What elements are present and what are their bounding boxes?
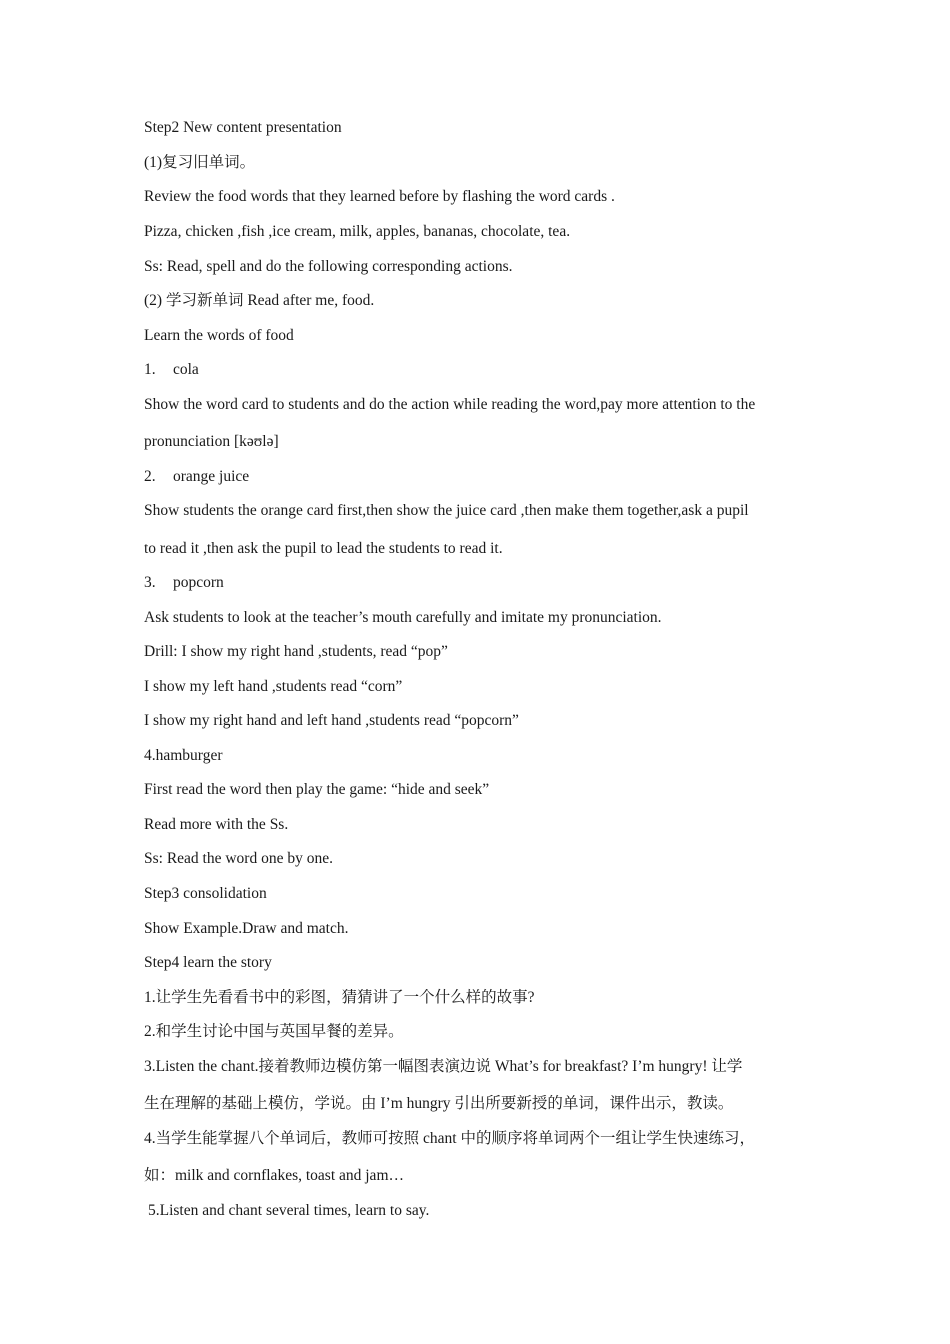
item-4-description: First read the word then play the game: “hide and seek” [144, 781, 490, 798]
item-3-description: Ask students to look at the teacher’s mouth carefully and imitate my pronunciation. [144, 609, 662, 626]
story-step-4-line1: 4.当学生能掌握八个单词后，教师可按照 chant 中的顺序将单词两个一组让学生快速练习， [144, 1130, 755, 1147]
review-heading: (1)复习旧单词。 [144, 154, 256, 171]
story-step-2: 2.和学生讨论中国与英国早餐的差异。 [144, 1023, 404, 1040]
review-description: Review the food words that they learned before by flashing the word cards . [144, 188, 615, 205]
item-3-number: 3. [144, 574, 156, 591]
story-step-5: 5.Listen and chant several times, learn to say. [148, 1202, 430, 1219]
students-read: Ss: Read the word one by one. [144, 850, 333, 867]
item-3 [144, 573, 814, 593]
story-step-3-line2: 生在理解的基础上模仿，学说。由 I’m hungry 引出所要新授的单词，课件出示，教读。 [144, 1095, 734, 1112]
drill-line-2: I show my left hand ,students read “corn” [144, 678, 403, 695]
step3-description: Show Example.Draw and match. [144, 920, 349, 937]
learn-description: Learn the words of food [144, 327, 294, 344]
review-students-action: Ss: Read, spell and do the following corresponding actions. [144, 258, 513, 275]
step3-title: Step3 consolidation [144, 885, 267, 902]
story-step-3-line1: 3.Listen the chant.接着教师边模仿第一幅图表演边说 What’s for breakfast? I’m hungry! 让学 [144, 1058, 743, 1075]
learn-heading: (2) 学习新单词 Read after me, food. [144, 292, 375, 309]
step2-title: Step2 New content presentation [144, 119, 342, 136]
item-2 [144, 467, 814, 487]
item-2-number: 2. [144, 468, 156, 485]
step4-title: Step4 learn the story [144, 954, 272, 971]
item-3-word: popcorn [173, 574, 224, 591]
item-2-description-line1: Show students the orange card first,then show the juice card ,then make them together,ask a pupil [144, 502, 749, 519]
item-1 [144, 360, 814, 380]
item-2-description-line2: to read it ,then ask the pupil to lead the students to read it. [144, 540, 503, 557]
drill-line-1: Drill: I show my right hand ,students, read “pop” [144, 643, 448, 660]
review-words: Pizza, chicken ,fish ,ice cream, milk, apples, bananas, chocolate, tea. [144, 223, 571, 240]
item-4-title: 4.hamburger [144, 747, 223, 764]
read-more: Read more with the Ss. [144, 816, 289, 833]
story-step-1: 1.让学生先看看书中的彩图，猜猜讲了一个什么样的故事? [144, 989, 535, 1006]
item-1-number: 1. [144, 361, 156, 378]
item-1-description-line2: pronunciation [kəʊlə] [144, 433, 279, 450]
drill-line-3: I show my right hand and left hand ,students read “popcorn” [144, 712, 519, 729]
item-2-word: orange juice [173, 468, 250, 485]
item-1-word: cola [173, 361, 199, 378]
item-1-description-line1: Show the word card to students and do the action while reading the word,pay more attention to the [144, 396, 756, 413]
story-step-4-line2: 如：milk and cornflakes, toast and jam… [144, 1167, 404, 1184]
